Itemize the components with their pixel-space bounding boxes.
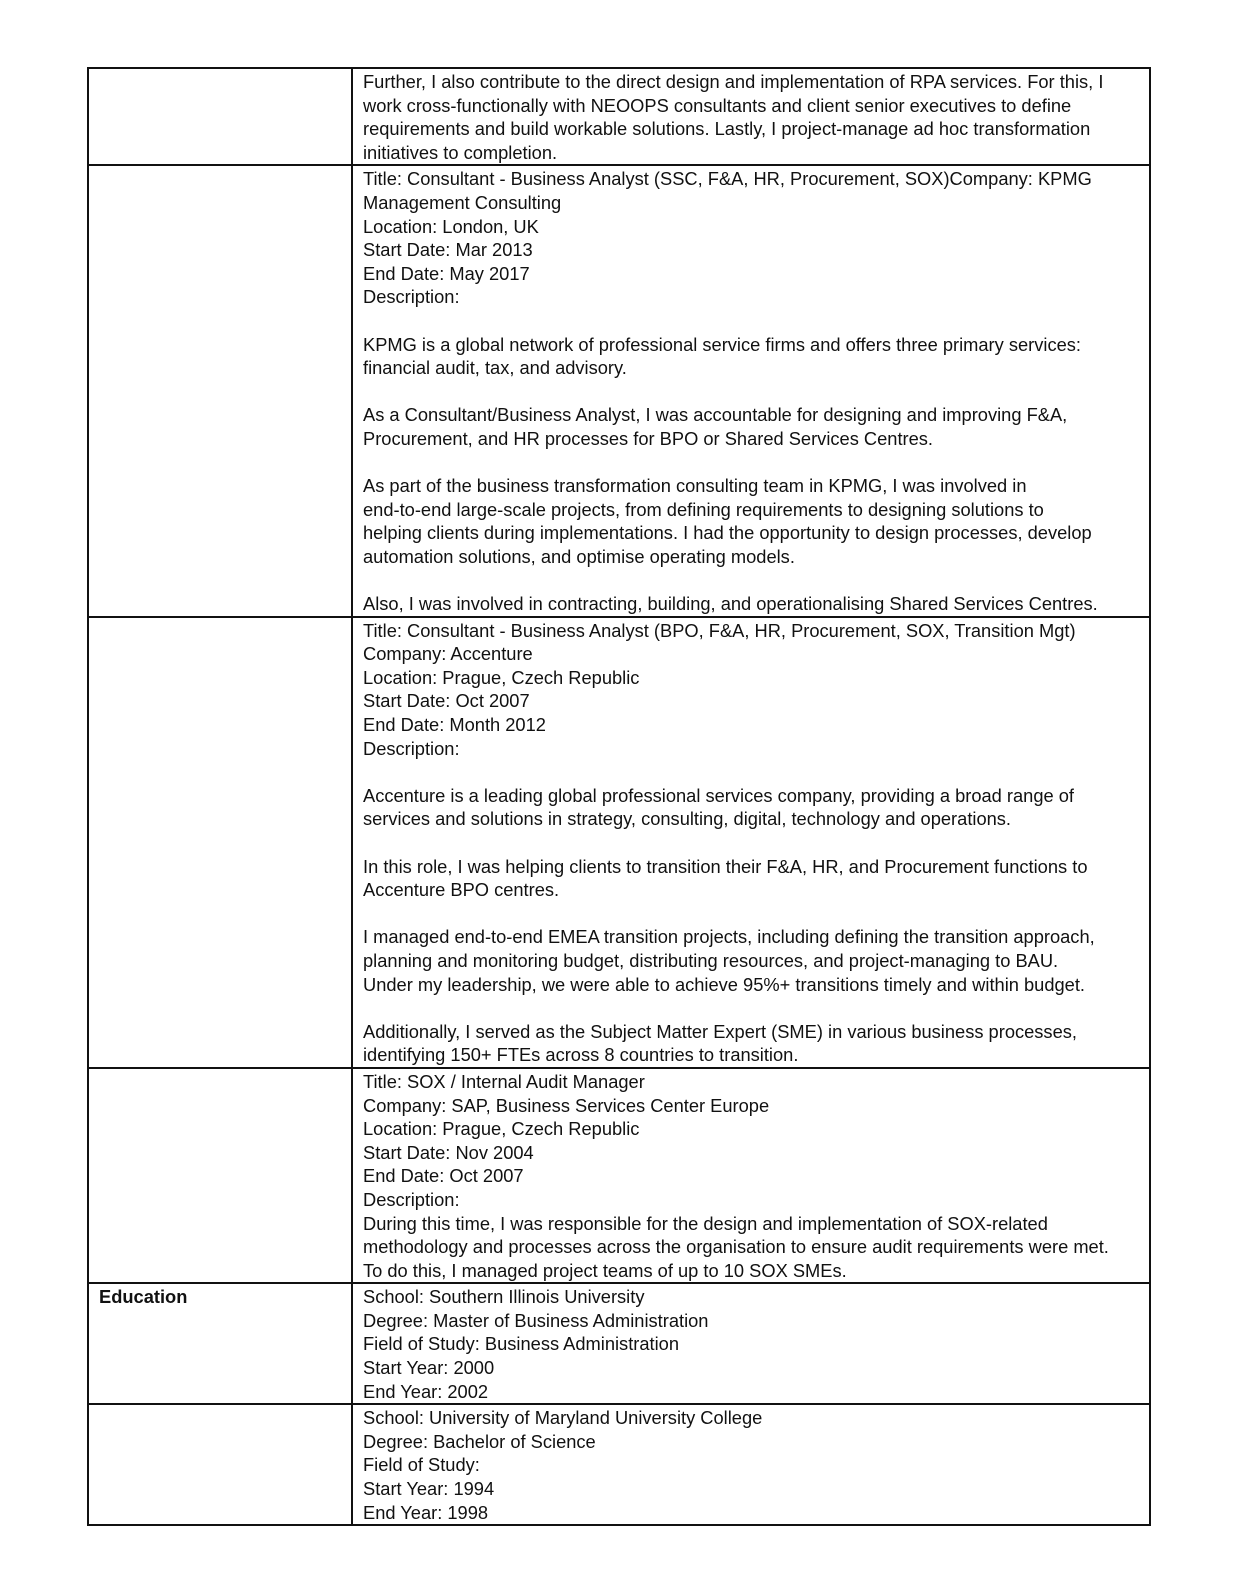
- education-start-year: Start Year: 1994: [363, 1478, 495, 1500]
- job-description-label: Description:: [363, 1188, 460, 1210]
- description-line: During this time, I was responsible for the design and implementation of SOX-related: [363, 1212, 1048, 1234]
- job-description-label: Description:: [363, 286, 460, 308]
- education-end-year: End Year: 2002: [363, 1380, 489, 1402]
- description-line: identifying 150+ FTEs across 8 countries to transition.: [363, 1044, 799, 1066]
- empty-label-cell: [88, 165, 352, 616]
- job-end-date: End Date: Month 2012: [363, 714, 546, 736]
- description-line: methodology and processes across the organisation to ensure audit requirements were met.: [363, 1236, 1109, 1258]
- job-company: Company: Accenture: [363, 643, 533, 665]
- paragraph-gap: [363, 451, 1139, 475]
- education-field: Field of Study:: [363, 1454, 480, 1476]
- description-line: Procurement, and HR processes for BPO or Shared Services Centres.: [363, 427, 934, 449]
- job-start-date: Start Date: Mar 2013: [363, 239, 533, 261]
- education-start-year: Start Year: 2000: [363, 1357, 495, 1379]
- paragraph-gap: [363, 760, 1139, 784]
- job-description-label: Description:: [363, 737, 460, 759]
- education-end-year: End Year: 1998: [363, 1501, 489, 1523]
- resume-table: [87, 67, 1151, 1526]
- job-cell: [352, 165, 1150, 616]
- description-line: KPMG is a global network of professional service firms and offers three primary services:: [363, 333, 1081, 355]
- job-start-date: Start Date: Oct 2007: [363, 690, 530, 712]
- job-start-date: Start Date: Nov 2004: [363, 1141, 534, 1163]
- job-row-kpmg: [88, 165, 1150, 616]
- job-location: Location: Prague, Czech Republic: [363, 1118, 640, 1140]
- job-location: Location: Prague, Czech Republic: [363, 666, 640, 688]
- job-cell: [352, 1068, 1150, 1283]
- job-end-date: End Date: May 2017: [363, 262, 530, 284]
- description-line: Also, I was involved in contracting, building, and operationalising Shared Services Centres.: [363, 593, 1098, 615]
- description-line: Additionally, I served as the Subject Matter Expert (SME) in various business processes,: [363, 1020, 1077, 1042]
- description-line: end-to-end large-scale projects, from defining requirements to designing solutions to: [363, 498, 1044, 520]
- text-line: requirements and build workable solutions. Lastly, I project-manage ad hoc transformation: [363, 118, 1091, 140]
- paragraph-gap: [363, 996, 1139, 1020]
- paragraph-gap: [363, 309, 1139, 333]
- education-degree: Degree: Master of Business Administration: [363, 1309, 709, 1331]
- education-cell: [352, 1404, 1150, 1525]
- job-cell: [352, 617, 1150, 1068]
- description-line: helping clients during implementations. I had the opportunity to design processes, develop: [363, 522, 1092, 544]
- empty-label-cell: [88, 1068, 352, 1283]
- description-line: services and solutions in strategy, consulting, digital, technology and operations.: [363, 808, 1012, 830]
- empty-label-cell: [88, 617, 352, 1068]
- description-line: Accenture BPO centres.: [363, 879, 560, 901]
- job-row-sap: [88, 1068, 1150, 1283]
- description-line: In this role, I was helping clients to transition their F&A, HR, and Procurement functions to: [363, 855, 1088, 877]
- description-line: automation solutions, and optimise operating models.: [363, 545, 795, 567]
- paragraph-gap: [363, 568, 1139, 592]
- education-label: Education: [99, 1286, 188, 1308]
- text-line: work cross-functionally with NEOOPS consultants and client senior executives to define: [363, 94, 1072, 116]
- description-line: To do this, I managed project teams of up to 10 SOX SMEs.: [363, 1259, 847, 1281]
- description-line: As a Consultant/Business Analyst, I was accountable for designing and improving F&A,: [363, 404, 1068, 426]
- education-school: School: University of Maryland University College: [363, 1407, 763, 1429]
- description-line: As part of the business transformation consulting team in KPMG, I was involved in: [363, 475, 1027, 497]
- job-title: Title: Consultant - Business Analyst (BPO, F&A, HR, Procurement, SOX, Transition Mgt): [363, 619, 1076, 641]
- education-degree: Degree: Bachelor of Science: [363, 1430, 596, 1452]
- description-line: Accenture is a leading global professional services company, providing a broad range of: [363, 784, 1075, 806]
- education-school: School: Southern Illinois University: [363, 1286, 645, 1308]
- description-line: I managed end-to-end EMEA transition projects, including defining the transition approach,: [363, 926, 1095, 948]
- paragraph-gap: [363, 831, 1139, 855]
- empty-label-cell: [88, 1404, 352, 1525]
- empty-label-cell: [88, 68, 352, 165]
- education-field: Field of Study: Business Administration: [363, 1333, 680, 1355]
- education-cell: [352, 1283, 1150, 1404]
- job-title: Title: Consultant - Business Analyst (SSC, F&A, HR, Procurement, SOX)Company: KPMG: [363, 168, 1092, 190]
- description-line: financial audit, tax, and advisory.: [363, 357, 627, 379]
- paragraph-gap: [363, 902, 1139, 926]
- job-end-date: End Date: Oct 2007: [363, 1165, 524, 1187]
- section-label-cell: [88, 1283, 352, 1404]
- description-line: planning and monitoring budget, distributing resources, and project-managing to BAU.: [363, 949, 1059, 971]
- job-location: Location: London, UK: [363, 215, 539, 237]
- job-company: Company: SAP, Business Services Center Europe: [363, 1094, 770, 1116]
- paragraph-gap: [363, 380, 1139, 404]
- experience-continued-row: [88, 68, 1150, 165]
- education-row: [88, 1404, 1150, 1525]
- description-line: Under my leadership, we were able to achieve 95%+ transitions timely and within budget.: [363, 973, 1085, 995]
- job-company: Management Consulting: [363, 191, 562, 213]
- text-line: initiatives to completion.: [363, 141, 558, 163]
- job-title: Title: SOX / Internal Audit Manager: [363, 1070, 645, 1092]
- education-row: [88, 1283, 1150, 1404]
- text-line: Further, I also contribute to the direct design and implementation of RPA services. For this, I: [363, 71, 1104, 92]
- experience-continued-cell: [352, 68, 1150, 165]
- job-row-accenture: [88, 617, 1150, 1068]
